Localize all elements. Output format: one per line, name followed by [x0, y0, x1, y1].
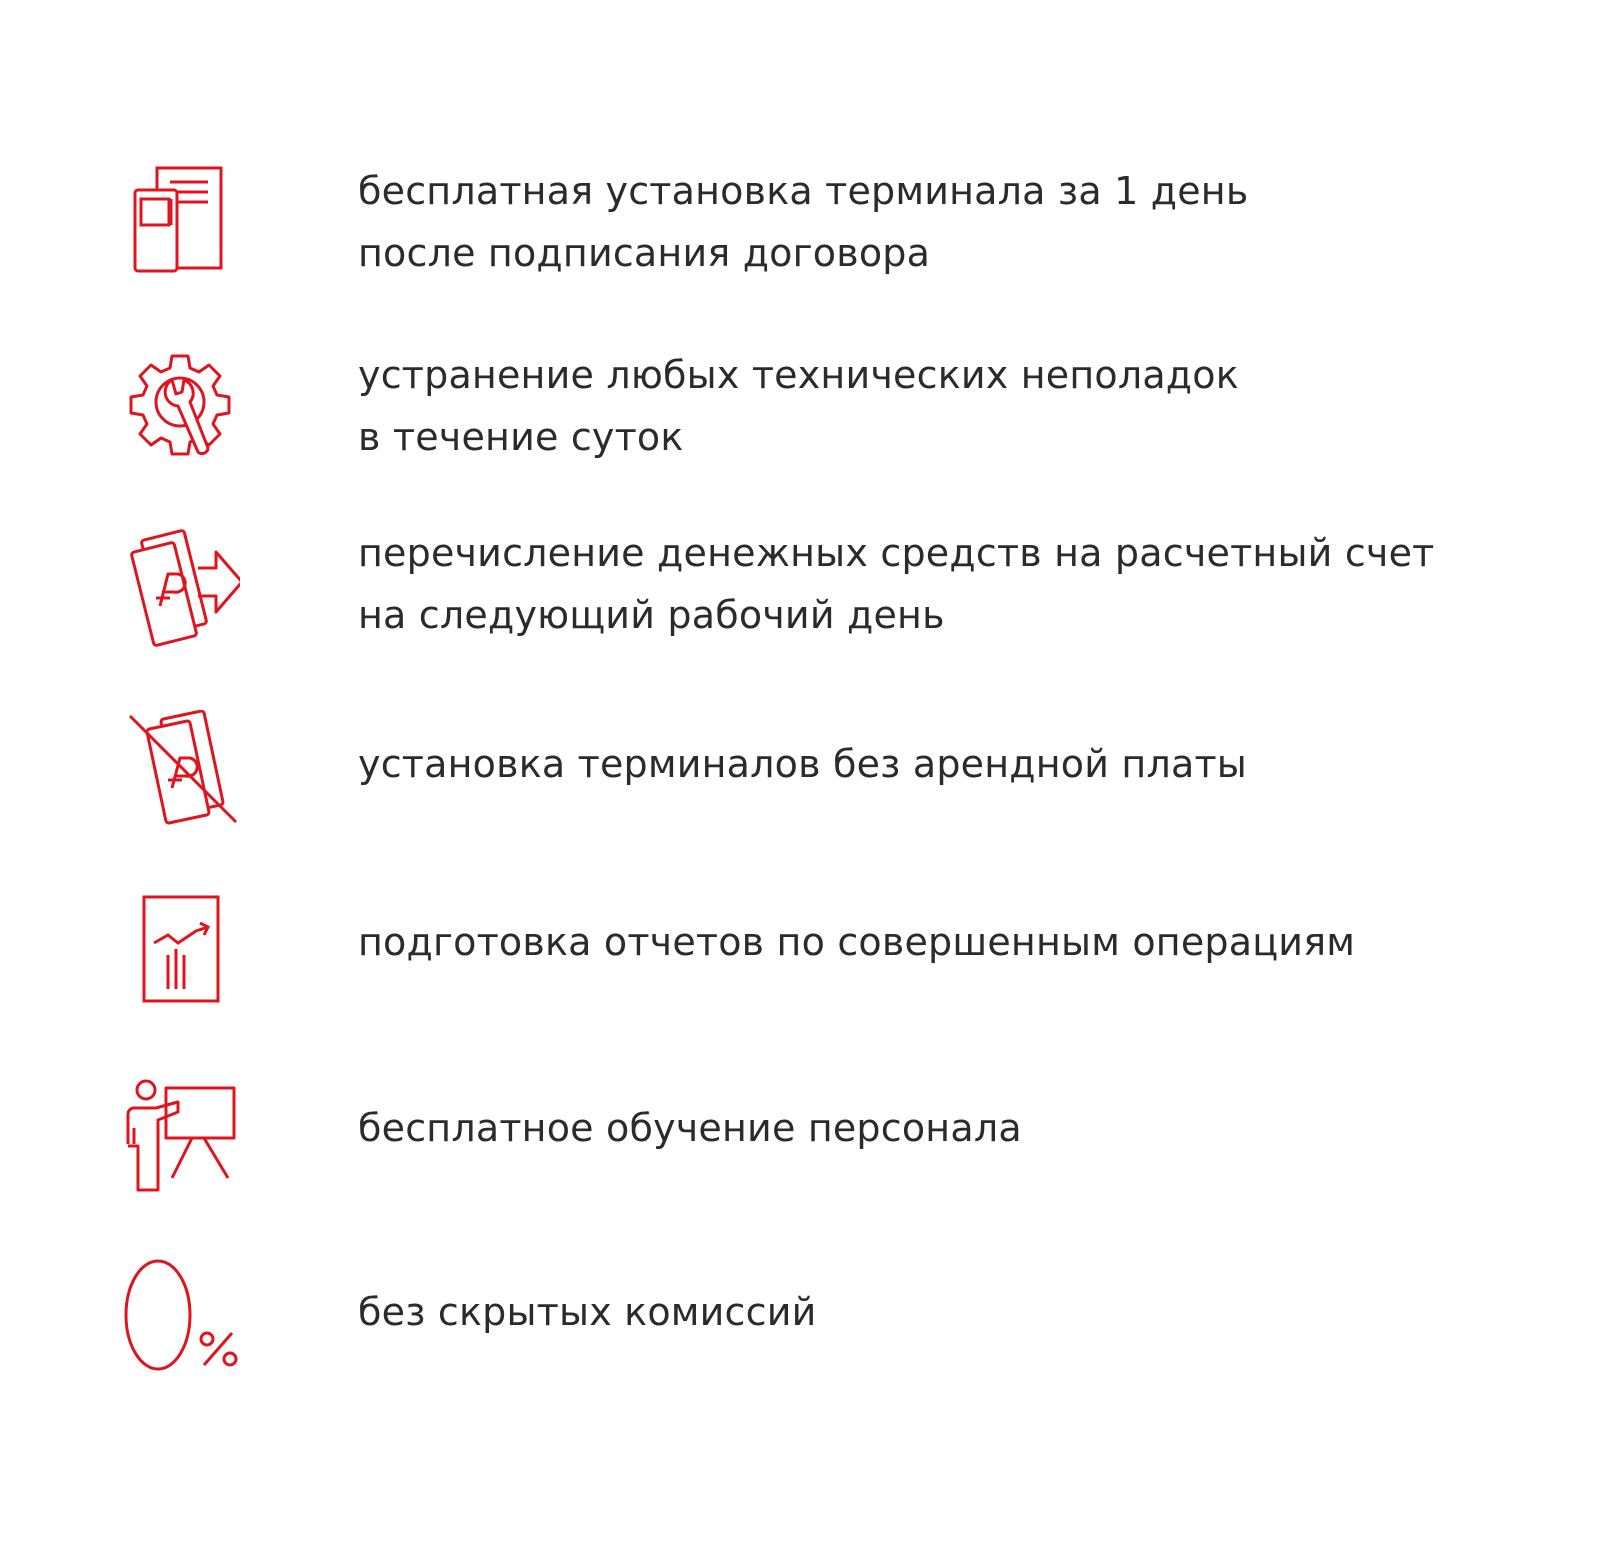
feature-text — [358, 733, 1558, 795]
feature-line: на следующий рабочий день — [358, 593, 945, 637]
feature-text — [358, 344, 1558, 468]
feature-text — [358, 160, 1558, 284]
feature-text — [358, 1097, 1558, 1159]
no-rent-icon — [120, 710, 240, 830]
feature-text — [358, 522, 1558, 646]
report-chart-icon — [120, 893, 240, 1013]
feature-text — [358, 1281, 1558, 1343]
feature-line: установка терминалов без арендной платы — [358, 742, 1247, 786]
feature-text — [358, 911, 1558, 973]
zero-percent-icon — [120, 1255, 240, 1375]
feature-line: бесплатная установка терминала за 1 день — [358, 169, 1249, 213]
feature-line: подготовка отчетов по совершенным операциям — [358, 920, 1356, 964]
feature-line: бесплатное обучение персонала — [358, 1106, 1022, 1150]
gear-wrench-icon — [120, 350, 240, 470]
feature-line: после подписания договора — [358, 231, 931, 275]
money-transfer-icon — [120, 528, 240, 648]
feature-line: без скрытых комиссий — [358, 1290, 817, 1334]
feature-line: перечисление денежных средств на расчетный счет — [358, 531, 1435, 575]
feature-line: в течение суток — [358, 415, 684, 459]
training-presenter-icon — [120, 1078, 240, 1198]
terminal-document-icon — [120, 160, 240, 280]
feature-line: устранение любых технических неполадок — [358, 353, 1239, 397]
